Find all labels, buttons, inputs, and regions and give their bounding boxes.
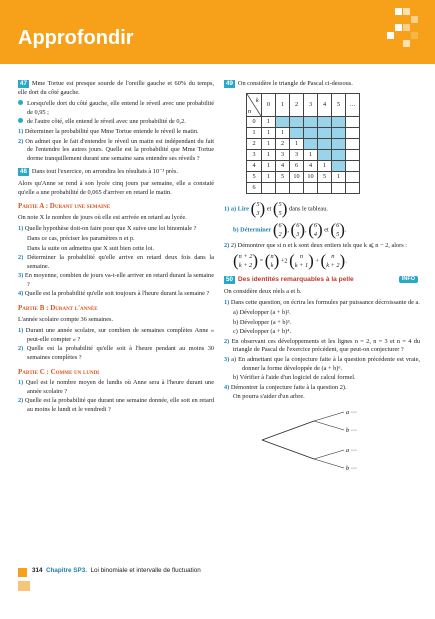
part-c-question-2: 2) Quelle est la probabilité que durant une semaine donnée, elle soit en retard au moins le lundi et le vendredi ? [18,397,214,413]
table-row [247,138,360,149]
table-cell [276,182,290,193]
tree-leaf-label: b ⋯ [346,465,357,472]
table-row-header: 1 [247,127,262,138]
binom-5-5: 5 5 [278,200,282,217]
bullet-icon [18,100,23,105]
ex49-intro: 49 On considère le triangle de Pascal ci-dessous. [226,80,353,87]
decorative-square [411,16,418,23]
part-c-question-1: 1) Quel est le nombre moyen de lundis où Anne sera à l'heure durant une année scolaire ? [18,379,214,395]
table-cell [304,116,318,127]
part-a-question-1: 1) Quelle hypothèse doit-on faire pour que X suive une loi binomiale ? [18,225,197,233]
footer-bar [18,581,30,591]
binom-5-3: 5 3 [256,200,260,217]
table-cell [332,127,346,138]
table-cell: 1 [262,127,276,138]
table-row [247,182,360,193]
table-col-header: 0 [262,93,276,116]
corner-diagonal [247,94,261,116]
left-column [18,80,214,416]
table-cell: 6 [290,160,304,171]
ex48-intro: 48 Dans tout l'exercice, on arrondira les résultats à 10⁻³ près. [20,168,178,176]
ex50-header [224,276,420,285]
exercise-number: 47 [20,80,27,87]
table-row-header: 5 [247,171,262,182]
ex50-question-1c: c) Développer (a + b)⁴. [233,328,292,336]
right-column [224,80,420,474]
chapter-subtitle: Loi binomiale et intervalle de fluctuation [90,567,201,574]
table-cell [346,171,360,182]
page-number: 314 [32,567,43,574]
ex47-intro: 47 Mme Tortue est presque sourde de l'oreille gauche et 60% du temps, elle dort du côté gauche. [18,80,214,96]
table-cell: 1 [262,149,276,160]
table-cell: 1 [262,171,276,182]
decorative-square [403,8,410,15]
tree-branch-tt [314,412,344,421]
page-title: Approfondir [18,27,134,49]
corner-k: k [256,97,259,104]
tree-branch-bottom [262,440,314,459]
decorative-square [411,32,418,39]
tree-leaf-label: a ⋯ [346,409,357,416]
ex47-bullet-2: de l'autre côté, elle entend le réveil avec une probabilité de 0,2. [18,118,214,127]
table-cell: 1 [332,171,346,182]
table-cell [304,127,318,138]
table-cell [318,182,332,193]
part-c-title: Partie C : Comme un lundi [18,367,100,376]
ex49-question-1a: 1) a) Lire ( 5 3 ) et ( 5 5 ) dans le tableau. [224,198,328,218]
chapter-label: Chapitre SP3. [46,567,87,574]
binom-6-2: 6 2 [278,221,282,238]
table-cell: 1 [276,127,290,138]
table-row [247,160,360,171]
exercise-number: 48 [20,168,27,176]
table-cell [346,127,360,138]
bullet-icon [18,118,23,123]
table-cell [318,138,332,149]
table-cell: 5 [276,171,290,182]
part-b-title: Partie B : Durant l'année [18,304,98,313]
table-cell [332,138,346,149]
ex50-question-1a: a) Développer (a + b)². [233,308,291,316]
ex50-intro: On considère deux réels a et b. [224,287,302,295]
ex50-question-1: 1) Dans cette question, on écrira les formules par puissance décroissante de a. [224,299,420,307]
table-cell [290,116,304,127]
decorative-square [403,24,410,31]
ex47-bullet-1: Lorsqu'elle dort du côté gauche, elle entend le réveil avec une probabilité de 0,95 ; [18,100,214,117]
table-cell: 1 [290,138,304,149]
ex50-question-4: 4) Démontrer la conjecture faite à la question 2). [224,383,347,391]
table-row-header: 6 [247,182,262,193]
decorative-square [395,8,402,15]
footer-marker [18,568,27,577]
table-cell [346,182,360,193]
binom-6-3: 6 3 [296,221,300,238]
table-col-header: … [346,93,360,116]
table-cell [346,149,360,160]
table-cell: 3 [276,149,290,160]
table-col-header: 5 [332,93,346,116]
table-cell [276,116,290,127]
ex50-question-4-hint: On pourra s'aider d'un arbre. [233,393,305,401]
footer [32,567,201,576]
table-row-header: 0 [247,116,262,127]
table-cell [318,116,332,127]
decorative-square [387,32,394,39]
part-a-question-4: 4) Quelle est la probabilité qu'elle soit toujours à l'heure durant la semaine ? [18,290,210,298]
table-cell: 5 [318,171,332,182]
exercise-number: 49 [226,80,233,87]
part-b-intro: L'année scolaire compte 36 semaines. [18,315,114,323]
table-corner [247,93,262,116]
table-cell: 2 [276,138,290,149]
table-cell [332,149,346,160]
tree-branch-tb [314,421,344,430]
table-cell: 1 [262,160,276,171]
table-cell [262,182,276,193]
table-cell [290,182,304,193]
tree-branch-bb [314,459,344,468]
pascal-triangle-table [246,93,360,194]
table-cell: 1 [262,138,276,149]
part-a-question-3: 3) En moyenne, combien de jours va-t-elle arriver en retard durant la semaine ? [18,272,215,288]
header-banner [0,0,435,64]
table-cell [332,182,346,193]
exercise-number: 50 [226,276,233,284]
table-cell [346,116,360,127]
decorative-square [395,24,402,31]
info-badge: INFO [399,276,418,283]
binom-6-4: 6 4 [313,221,318,238]
table-cell: 3 [290,149,304,160]
ex49-question-1b: b) Déterminer ( 6 2 ), ( 6 3 ), ( 6 4 ) et ( 6 5 ). [233,219,347,239]
table-row-header: 4 [247,160,262,171]
corner-n: n [248,108,251,115]
table-cell [290,127,304,138]
table-col-header: 1 [276,93,290,116]
ex50-title: Des identités remarquables à la pelle [237,276,354,284]
part-b-question-2: 2) Quelle est la probabilité qu'elle soit à l'heure pendant au moins 30 semaines complètes ? [18,345,214,362]
ex50-question-3b: b) Vérifier à l'aide d'un logiciel de calcul formel. [233,374,356,382]
table-col-header: 4 [318,93,332,116]
table-cell [332,116,346,127]
part-a-question-1-note: Dans la suite on admettra que X suit bien cette loi. [27,244,155,252]
table-row [247,171,360,182]
table-cell: 10 [290,171,304,182]
ex48-intro-2: Alors qu'Anne se rend à son lycée cinq jours par semaine, elle a constaté qu'elle a une probabilité de 0,065 d'arriver en retard le matin. [18,179,214,196]
tree-branch-bt [314,450,344,459]
table-row-header: 2 [247,138,262,149]
ex50-question-2: 2) En observant ces développements et les lignes n = 2, n = 3 et n = 4 du triangle de Pascal de l'exercice précédent, que peut-on conjecturer ? [224,337,420,354]
table-cell: 4 [304,160,318,171]
table-row [247,127,360,138]
table-cell [318,127,332,138]
table-cell [304,182,318,193]
binom-6-5: 6 5 [336,221,340,238]
table-cell: 1 [318,160,332,171]
decorative-square [403,40,410,47]
table-cell [346,138,360,149]
ex49-identity: ( n + 2 k + 2 ) = ( n k ) +2 ( n k + 1 ) + ( n k + 2 ). [233,251,347,271]
table-cell [346,160,360,171]
table-cell: 10 [304,171,318,182]
table-cell: 4 [276,160,290,171]
tree-branch-top [262,421,314,440]
part-a-intro: On note X le nombre de jours où elle est arrivée en retard au lycée. [18,213,187,221]
part-b-question-1: 1) Durant une année scolaire, sur combien de semaines complètes Anne « peut-elle compter » ? [18,327,214,343]
table-row [247,149,360,160]
ex47-question-2: 2) On admet que le fait d'entendre le réveil un matin est indépendant du fait de l'entendre les autres jours. Quelle est la probabilité que Mme Tortue dorme tranquillement durant une semaine sans entendre ses réveils ? [18,137,214,162]
table-cell: 1 [262,116,276,127]
table-cell [318,149,332,160]
ex50-question-1b: b) Développer (a + b)³. [233,318,292,326]
tree-leaf-label: b ⋯ [346,427,357,434]
table-cell: 1 [304,149,318,160]
part-a-question-1-params: Dans ce cas, préciser les paramètres n et p. [27,234,135,242]
tree-leaf-label: a ⋯ [346,447,357,454]
part-a-question-2: 2) Déterminer la probabilité qu'elle arrive en retard deux fois dans la semaine. [18,254,214,270]
table-row [247,116,360,127]
probability-tree-diagram [224,404,420,474]
table-cell [332,160,346,171]
table-col-header: 3 [304,93,318,116]
ex49-question-2: 2) 2) Démontrer que si n et k sont deux entiers tels que k ⩽ n − 2, alors : [224,241,408,249]
table-row-header: 3 [247,149,262,160]
ex47-question-1: 1) Déterminer la probabilité que Mme Tortue entende le réveil le matin. [18,127,199,135]
ex50-question-3a: 3) a) En admettant que la conjecture faite à la question précédente est vraie, donner la forme développée de (a + b)⁶. [224,355,420,372]
part-a-title: Partie A : Durant une semaine [18,202,111,211]
table-cell [304,138,318,149]
table-col-header: 2 [290,93,304,116]
